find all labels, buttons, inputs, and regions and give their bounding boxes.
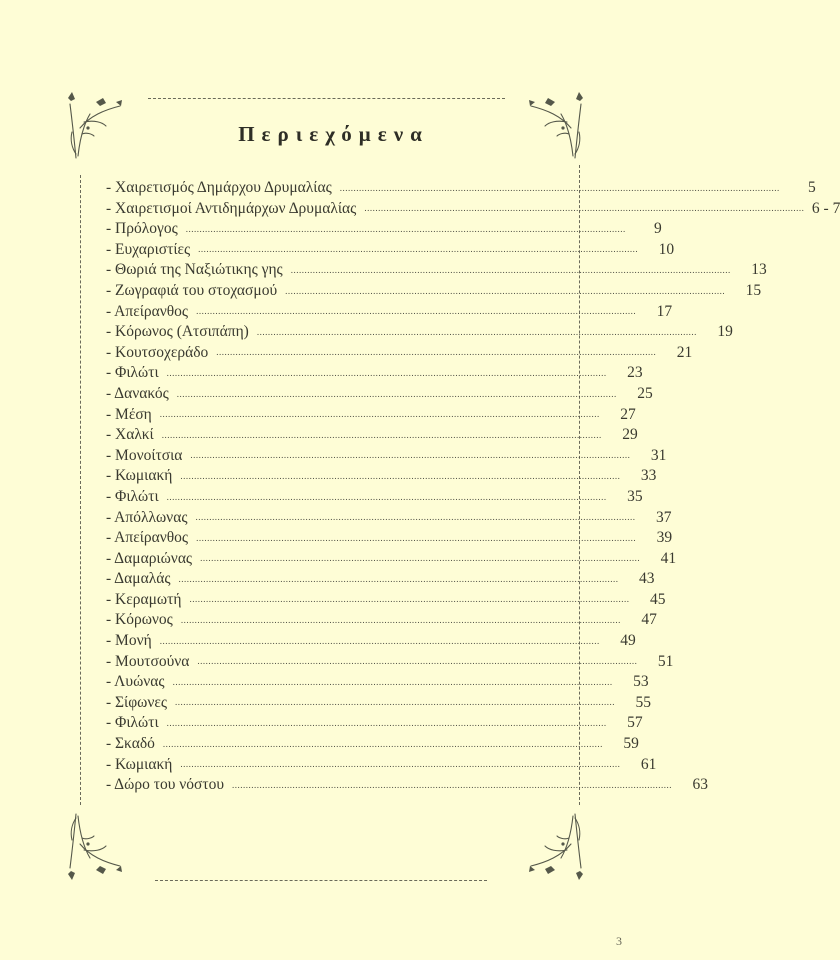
toc-entry-title: - Απείρανθος [106,529,189,547]
toc-entry [106,549,677,570]
dot-leader: ................................................................................................................................................................ [162,738,603,749]
toc-entry [106,178,816,199]
toc-entry-page: 6 - 7 [811,199,840,217]
floral-corner-ornament-icon [523,812,585,884]
toc-entry-title: - Πρόλογος [106,220,178,238]
toc-entry [106,343,693,364]
frame-left-border [80,175,81,805]
dot-leader: ................................................................................................................................................................ [195,512,636,523]
dot-leader: ................................................................................................................................................................ [172,676,613,687]
toc-entry-page: 29 [622,426,638,444]
toc-entry-title: - Δώρο του νόστου [106,776,225,794]
toc-entry-page: 5 [807,179,816,196]
page-number: 3 [616,934,622,948]
toc-entry [106,569,655,590]
toc-entry-page: 10 [658,240,675,258]
toc-entry-page: 63 [692,776,709,794]
dot-leader: ................................................................................................................................................................ [216,347,657,358]
toc-entry-title: - Ευχαριστίες [106,240,191,258]
toc-entry-title: - Κεραμωτή [106,590,182,608]
dot-leader: ................................................................................................................................................................ [196,532,637,543]
toc-entry-page: 23 [627,364,643,382]
toc-entry-title: - Κωμιακή [106,467,173,485]
toc-entry-title: - Δαμαριώνας [106,549,193,567]
toc-entry [106,446,667,467]
dot-leader: ................................................................................................................................................................ [166,491,607,502]
toc-entry-page: 9 [653,220,662,238]
toc-entry-page: 47 [641,611,657,629]
toc-entry [106,693,652,714]
toc-entry-title: - Χαλκί [106,426,154,444]
dot-leader: ................................................................................................................................................................ [176,388,617,399]
toc-entry [106,672,649,693]
toc-entry [106,281,762,302]
toc-entry [106,240,675,261]
toc-entry-title: - Χαιρετισμός Δημάρχου Δρυμαλίας [106,179,332,196]
toc-entry-page: 57 [627,714,643,732]
toc-entry [106,631,636,652]
dot-leader: ................................................................................................................................................................ [159,635,600,646]
toc-entry-title: - Απείρανθος [106,302,189,320]
toc-entry-page: 61 [640,755,657,773]
toc-entry-page: 25 [637,384,653,402]
toc-entry-page: 21 [676,343,693,361]
toc-entry-title: - Απόλλωνας [106,508,188,526]
dot-leader: ................................................................................................................................................................ [196,306,637,317]
dot-leader: ................................................................................................................................................................ [197,656,638,667]
toc-entry-page: 49 [620,632,636,650]
dot-leader: ................................................................................................................................................................ [159,409,600,420]
toc-entry-page: 45 [649,590,666,608]
dot-leader: ................................................................................................................................................................ [178,573,619,584]
dot-leader: ................................................................................................................................................................ [185,223,626,234]
toc-entry [106,775,709,796]
toc-entry-page: 17 [656,302,673,320]
toc-entry-title: - Κωμιακή [106,755,173,773]
dot-leader: ................................................................................................................................................................ [180,470,621,481]
dot-leader: ................................................................................................................................................................ [339,182,780,193]
toc-entry-title: - Δαμαλάς [106,570,171,588]
toc-entry-title: - Φιλώτι [106,714,159,732]
toc-entry-title: - Μονή [106,632,152,650]
toc-entry [106,466,657,487]
dot-leader: ................................................................................................................................................................ [256,326,697,337]
toc-entry-page: 51 [657,652,674,670]
toc-entry-title: - Λυώνας [106,673,165,691]
toc-entry-title: - Χαιρετισμοί Αντιδημάρχων Δρυμαλίας [106,199,357,217]
toc-entry-title: - Κόρωνος (Ατσιπάπη) [106,323,249,341]
toc-entry [106,652,674,673]
page-title: Περιεχόμενα [238,122,429,146]
toc-entry-title: - Σκαδό [106,735,155,753]
toc-entry-title: - Ζωγραφιά του στοχασμού [106,281,278,299]
toc-entry [106,302,673,323]
toc-entry [106,219,662,240]
dot-leader: ................................................................................................................................................................ [190,450,631,461]
dot-leader: ................................................................................................................................................................ [175,697,616,708]
dot-leader: ................................................................................................................................................................ [200,553,641,564]
dot-leader: ................................................................................................................................................................ [189,594,630,605]
dot-leader: ................................................................................................................................................................ [180,615,621,626]
toc-entry-page: 27 [620,405,636,423]
toc-entry-page: 37 [655,508,672,526]
toc-entry-title: - Μουτσούνα [106,652,190,670]
toc-entry-title: - Δανακός [106,384,169,402]
toc-entry-page: 15 [745,281,762,299]
toc-entry-title: - Σίφωνες [106,693,168,711]
toc-entry [106,590,666,611]
dot-leader: ................................................................................................................................................................ [290,264,731,275]
toc-entry-page: 19 [717,323,733,341]
dot-leader: ................................................................................................................................................................ [166,718,607,729]
toc-entry [106,487,643,508]
frame-top-border [148,98,505,99]
toc-entry [106,734,639,755]
dot-leader: ................................................................................................................................................................ [166,367,607,378]
toc-entry-page: 59 [623,735,639,753]
toc-entry [106,508,672,529]
dot-leader: ................................................................................................................................................................ [198,244,639,255]
toc-entry [106,322,733,343]
frame-right-border [579,165,580,805]
toc-entry-page: 35 [627,487,643,505]
toc-entry-title: - Μονοίτσια [106,446,183,464]
dot-leader: ................................................................................................................................................................ [364,203,805,214]
toc-entry [106,713,643,734]
toc-entry [106,755,657,776]
dot-leader: ................................................................................................................................................................ [180,759,621,770]
toc-entry-page: 43 [638,570,655,588]
toc-entry-title: - Κόρωνος [106,611,173,629]
toc-entry-title: - Θωριά της Ναξιώτικης γης [106,261,283,279]
toc-entry [106,405,636,426]
table-of-contents [106,178,840,796]
toc-entry-page: 39 [656,529,673,547]
toc-entry [106,610,657,631]
toc-entry [106,260,767,281]
toc-entry-page: 53 [633,673,649,691]
toc-entry-page: 41 [660,549,677,567]
toc-entry-page: 55 [635,693,652,711]
toc-entry [106,384,653,405]
toc-entry [106,425,638,446]
dot-leader: ................................................................................................................................................................ [161,429,602,440]
toc-entry-title: - Φιλώτι [106,364,159,382]
toc-entry-page: 31 [650,446,667,464]
toc-entry [106,363,643,384]
toc-entry [106,199,840,220]
dot-leader: ................................................................................................................................................................ [285,285,726,296]
toc-entry-title: - Μέση [106,405,152,423]
floral-corner-ornament-icon [66,812,128,884]
toc-entry-title: - Κουτσοχεράδο [106,343,209,361]
dot-leader: ................................................................................................................................................................ [232,779,673,790]
toc-entry-page: 13 [751,261,767,279]
toc-entry [106,528,673,549]
toc-entry-page: 33 [640,467,657,485]
frame-bottom-border [155,880,487,881]
toc-entry-title: - Φιλώτι [106,487,159,505]
